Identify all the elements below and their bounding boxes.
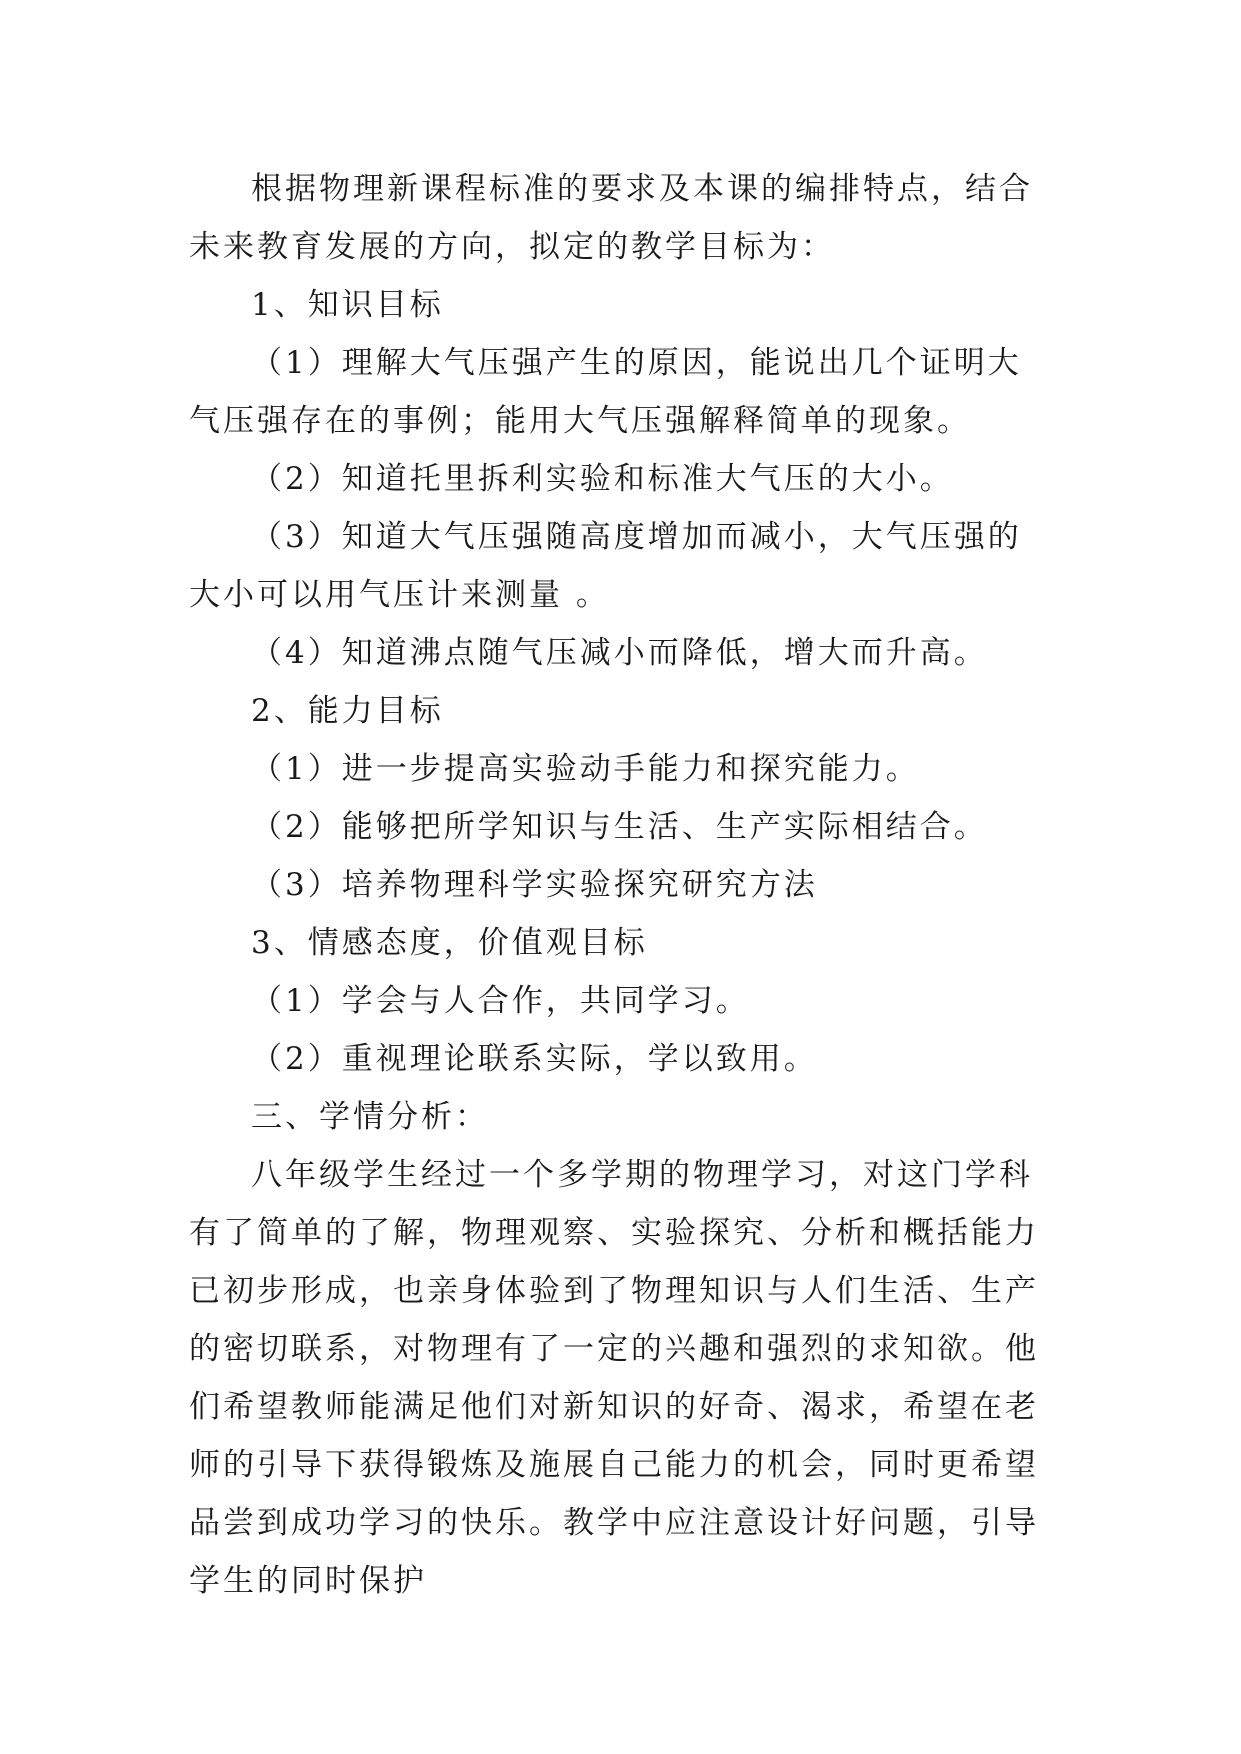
emotion-goals-heading: 3、情感态度，价值观目标: [251, 925, 648, 961]
document-body: [189, 160, 1051, 1610]
ability-goal-item: （2）能够把所学知识与生活、生产实际相结合。: [251, 809, 988, 845]
knowledge-goal-item: （3）知道大气压强随高度增加而减小，大气压强的大小可以用气压计来测量 。: [189, 519, 1022, 613]
ability-goals-heading: 2、能力目标: [251, 693, 444, 729]
knowledge-goal-item: （2）知道托里拆利实验和标准大气压的大小。: [251, 461, 954, 497]
learner-analysis-heading: 三、学情分析：: [251, 1099, 489, 1135]
emotion-goal-item: （1）学会与人合作，共同学习。: [251, 983, 750, 1019]
knowledge-goal-item: （4）知道沸点随气压减小而降低，增大而升高。: [251, 635, 988, 671]
intro-paragraph: 根据物理新课程标准的要求及本课的编排特点，结合未来教育发展的方向，拟定的教学目标为：: [189, 171, 1033, 265]
ability-goal-item: （3）培养物理科学实验探究研究方法: [251, 867, 818, 903]
learner-analysis-paragraph: 八年级学生经过一个多学期的物理学习，对这门学科有了简单的了解，物理观察、实验探究、分析和概括能力已初步形成，也亲身体验到了物理知识与人们生活、生产的密切联系，对物理有了一定的兴趣和强烈的求知欲。他们希望教师能满足他们对新知识的好奇、渴求，希望在老师的引导下获得锻炼及施展自己能力的机会，同时更希望品尝到成功学习的快乐。教学中应注意设计好问题，引导学生的同时保护: [189, 1157, 1039, 1599]
knowledge-goal-item: （1）理解大气压强产生的原因，能说出几个证明大气压强存在的事例；能用大气压强解释简单的现象。: [189, 345, 1022, 439]
emotion-goal-item: （2）重视理论联系实际，学以致用。: [251, 1041, 818, 1077]
ability-goal-item: （1）进一步提高实验动手能力和探究能力。: [251, 751, 920, 787]
knowledge-goals-heading: 1、知识目标: [251, 287, 444, 323]
